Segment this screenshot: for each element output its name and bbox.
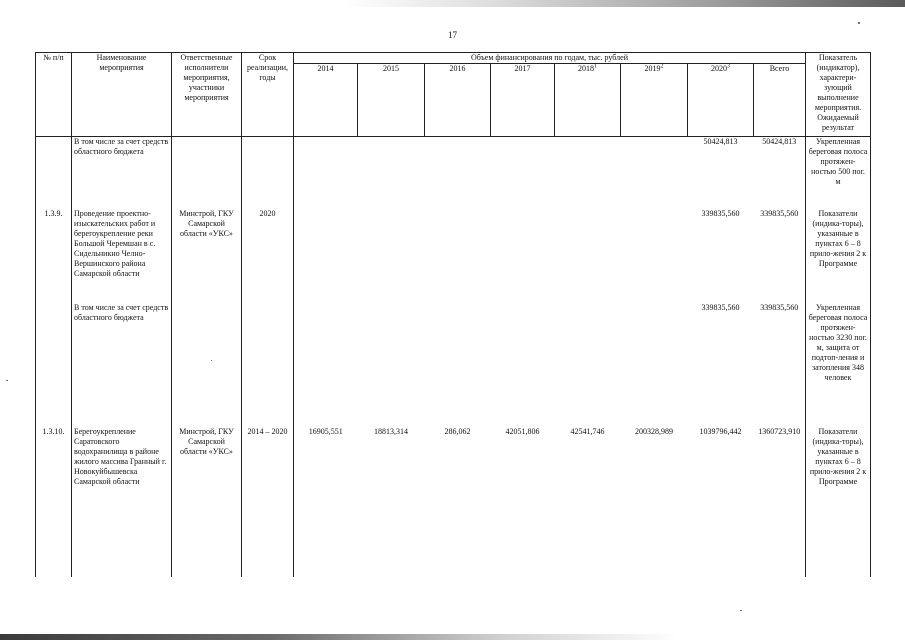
row-value-2019 [621,137,688,209]
row-value-2017 [491,303,555,427]
table-row [36,303,871,427]
header-term: Срок реализации, годы [242,53,294,137]
row-value-2019 [621,209,688,303]
table-row [36,209,871,303]
row-num [36,137,72,209]
row-value-2020: 339835,560 [701,208,740,218]
row-value-2019 [621,303,688,427]
row-term: 2020 [242,209,294,303]
row-value-2019: 200328,989 [635,426,673,436]
row-value-2016 [425,137,491,209]
row-value-2015 [358,303,425,427]
row-value-2017: 42051,806 [505,426,540,436]
header-name: Наименование мероприятия [72,53,172,137]
row-value-2016 [425,303,491,427]
program-table [35,52,871,577]
row-term [242,137,294,209]
row-value-2015 [358,137,425,209]
row-total: 1360723,910 [758,426,801,436]
row-value-2015: 18813,314 [374,426,408,436]
row-num: 1.3.10. [36,427,72,577]
row-total: 339835,560 [760,208,799,218]
row-value-2014 [294,303,358,427]
row-term: 2014 – 2020 [242,427,294,577]
row-indicator: Укрепленная береговая полоса протяжен-ностью 500 пог. м [806,137,871,209]
row-responsible [172,137,242,209]
row-value-2020: 1039796,442 [699,426,742,436]
row-name: Проведение проектно-изыскательских работ и берегоукрепление реки Большой Черемшан в с. Сидельникно Челно-Вершинского района Самарской области [72,209,172,303]
row-value-2014: 16905,551 [308,426,343,436]
row-value-2016: 286,062 [444,426,471,436]
row-value-2020: 339835,560 [701,302,740,312]
row-value-2015 [358,209,425,303]
table-header-row [36,53,871,64]
row-value-2018 [555,209,621,303]
scan-edge-bottom [0,634,905,640]
row-value-2018 [555,303,621,427]
scan-edge-top [0,0,905,7]
scan-speck [858,22,860,24]
row-value-2014 [294,209,358,303]
header-num: № п/п [36,53,72,137]
row-indicator: Показатели (индика-торы), указанные в пунктах 6 – 8 прило-жения 2 к Программе [806,427,871,577]
row-value-2014 [294,137,358,209]
header-year-2014: 2014 [294,64,358,137]
row-indicator: Показатели (индика-торы), указанные в пунктах 6 – 8 прило-жения 2 к Программе [806,209,871,303]
header-responsible: Ответственные исполнители мероприятия, участники мероприятия [172,53,242,137]
row-indicator: Укрепленная береговая полоса протяжен-ностью 3230 пог. м, защита от подтоп-ления и затопления 348 человек [806,303,871,427]
row-value-2017 [491,137,555,209]
row-value-2018: 42541,746 [570,426,605,436]
row-value-2017 [491,209,555,303]
scan-speck [6,380,8,381]
header-year-2017: 2017 [491,64,555,137]
scan-speck [211,360,212,361]
row-total: 339835,560 [760,302,799,312]
page-number: 17 [448,30,457,40]
footnote-mark: 3 [727,63,730,70]
row-responsible [172,303,242,427]
header-funding-group: Объем финансирования по годам, тыс. рублей [294,53,806,64]
row-responsible: Минстрой, ГКУ Самарской области «УКС» [172,209,242,303]
footnote-mark: 1 [594,63,597,70]
row-num [36,303,72,427]
row-term [242,303,294,427]
header-year-2016: 2016 [425,64,491,137]
header-total: Всего [754,64,806,137]
scan-speck [740,610,742,611]
header-year-2018: 2018$^1$ [555,64,621,137]
table-row [36,137,871,209]
row-name: В том числе за счет средств областного бюджета [72,303,172,427]
header-year-2015: 2015 [358,64,425,137]
row-total: 50424,813 [762,137,797,146]
row-value-2020: 50424,813 [703,137,738,146]
header-year-2019: 2019$^2$ [621,64,688,137]
row-num: 1.3.9. [36,209,72,303]
header-indicator: Показатель (индикатор), характери-зующий выполнение мероприятия. Ожидаемый результат [806,53,871,137]
header-year-2020: 2020$^3$ [688,64,754,137]
table-row [36,427,871,577]
row-responsible: Минстрой, ГКУ Самарской области «УКС» [172,427,242,577]
footnote-mark: 2 [660,63,664,70]
row-name: В том числе за счет средств областного бюджета [72,137,172,209]
row-value-2018 [555,137,621,209]
row-name: Берегоукрепление Саратовского водохранилища в районе жилого массива Гранный г. Новокуйбышевска Самарской области [72,427,172,577]
row-value-2016 [425,209,491,303]
